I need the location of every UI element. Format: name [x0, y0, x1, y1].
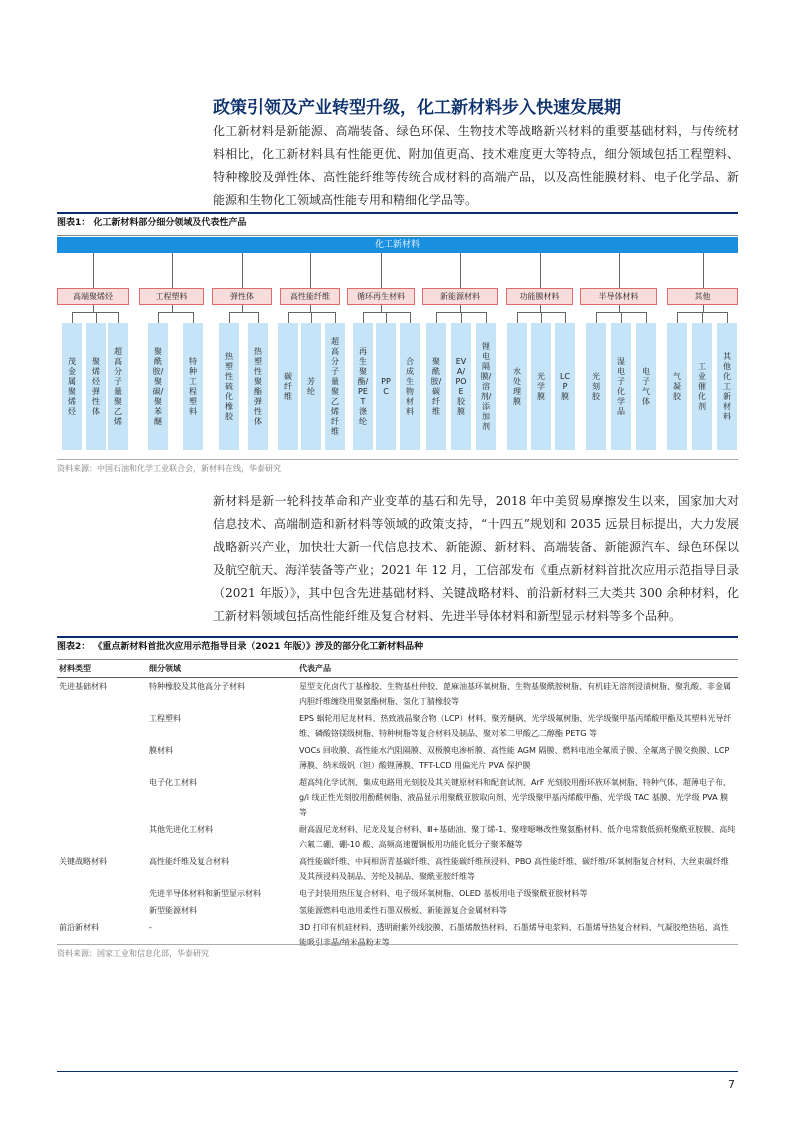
tree-connector — [460, 305, 461, 312]
tree-connector — [118, 312, 119, 323]
category-2: 弹性体 — [212, 288, 272, 305]
figure2-source: 资料来源：国家工业和信息化部，华泰研究 — [57, 944, 738, 959]
table-row — [57, 774, 738, 821]
tree-connector — [288, 312, 336, 313]
tree-connector — [646, 312, 647, 323]
tree-connector — [621, 312, 622, 323]
tree-connector — [158, 312, 194, 313]
tree-connector — [565, 312, 566, 323]
table-row — [57, 710, 738, 742]
tree-connector — [96, 312, 97, 323]
cell-field: - — [149, 923, 152, 932]
product-leaf: LCP膜 — [555, 323, 575, 450]
product-leaf: 热塑性硫化橡胶 — [219, 323, 239, 450]
table-row — [57, 678, 738, 711]
tree-connector — [310, 253, 311, 288]
table-row — [57, 885, 738, 902]
product-leaf: 再生聚酯/PET涤纶 — [353, 323, 373, 450]
cell-type — [57, 742, 147, 774]
tree-connector — [363, 312, 411, 313]
product-leaf: 芳纶 — [301, 323, 321, 450]
tree-connector — [703, 305, 704, 312]
table-row — [57, 902, 738, 919]
tree-connector — [242, 253, 243, 288]
footer-rule — [57, 1071, 738, 1072]
tree-connector — [172, 305, 173, 312]
tree-connector — [381, 253, 382, 288]
table-row — [57, 821, 738, 853]
category-5: 新能源材料 — [422, 288, 498, 305]
product-leaf: 气凝胶 — [667, 323, 687, 450]
tree-connector — [619, 253, 620, 288]
cell-type — [57, 821, 147, 853]
col-header-products: 代表产品 — [297, 661, 738, 678]
category-6: 功能膜材料 — [506, 288, 573, 305]
product-leaf: 特种工程塑料 — [183, 323, 203, 450]
product-leaf: 碳纤维 — [278, 323, 298, 450]
category-3: 高性能纤维 — [280, 288, 340, 305]
tree-connector — [93, 305, 94, 312]
cell-type — [57, 885, 147, 902]
cell-type: 先进基础材料 — [59, 682, 107, 691]
product-leaf: PPC — [376, 323, 396, 450]
cell-field: 特种橡胶及其他高分子材料 — [149, 682, 245, 691]
cell-field: 工程塑料 — [149, 714, 181, 723]
cell-type — [57, 774, 147, 821]
tree-connector — [172, 253, 173, 288]
category-4: 循环再生材料 — [347, 288, 415, 305]
tree-connector — [310, 305, 311, 312]
tree-connector — [541, 312, 542, 323]
tree-connector — [596, 312, 597, 323]
tree-connector — [436, 312, 437, 323]
cell-field: 先进半导体材料和新型显示材料 — [149, 889, 261, 898]
product-leaf: 超高分子量聚乙烯 — [108, 323, 128, 450]
tree-connector — [703, 253, 704, 288]
tree-connector — [460, 253, 461, 288]
product-leaf: 其他化工新材料 — [717, 323, 737, 450]
product-leaf: 聚烯烃弹性体 — [86, 323, 106, 450]
tree-connector — [386, 312, 387, 323]
cell-field: 膜材料 — [149, 746, 173, 755]
cell-products: 超高纯化学试剂、集成电路用光刻胶及其关键原材料和配套试剂、ArF 光刻胶用酚环族环氧树脂、特种气体、超薄电子布、g/i 线正性光刻胶用酚醛树脂、液晶显示用聚酰亚胺取向剂、光学级聚甲基丙烯酸甲酯、光学级 TAC 基膜、光学级 PVA 膜等 — [299, 778, 731, 817]
tree-connector — [72, 312, 73, 323]
tree-connector — [311, 312, 312, 323]
policy-paragraph: 新材料是新一轮科技革命和产业变革的基石和先导，2018 年中美贸易摩擦发生以来，国家加大对信息技术、高端制造和新材料等领域的政策支持，“十四五”规划和 2035 远景目标提出，大力发展战略新兴产业，加快壮大新一代信息技术、新能源、新材料、高端装备、新能源汽车、绿色环保以及航空航天、海洋装备等产业；2021 年 12 月，工信部发布《重点新材料首批次应用示范指导目录（2021 年版）》，其中包含先进基础材料、关键战略材料、前沿新材料三大类共 300 余种材料，化工新材料领域包括高性能纤维及复合材料、先进半导体材料和新型显示材料等多个品种。 — [213, 494, 739, 623]
product-leaf: 合成生物材料 — [400, 323, 420, 450]
product-leaf: 电子气体 — [636, 323, 656, 450]
cell-products: 氢能源燃料电池用柔性石墨双极板、新能源复合金属材料等 — [299, 906, 507, 915]
category-1: 工程塑料 — [139, 288, 204, 305]
tree-connector — [381, 305, 382, 312]
cell-products: 星型支化卤代丁基橡胶、生物基杜仲胶、蓖麻油基环氧树脂、生物基聚酰胺树脂、有机硅无溶剂浸渍树脂、聚乳酸、非金属内胆纤维缠绕用聚氨酯树脂、氢化丁腈橡胶等 — [299, 682, 731, 706]
tree-connector — [229, 312, 259, 313]
category-8: 其他 — [667, 288, 738, 305]
product-leaf: 超高分子量聚乙烯纤维 — [325, 323, 345, 450]
cell-products: 耐高温尼龙材料、尼龙及复合材料、Ⅲ+基础油、聚丁烯-1、聚喹噁啉改性聚氨酯材料、低介电常数低损耗聚酰亚胺膜、高纯六氟二硼、硼-10 酸、高频高速覆铜板用功能化低分子聚苯醚等 — [299, 825, 736, 849]
tree-connector — [93, 253, 94, 288]
tree-connector — [702, 312, 703, 323]
cell-field: 新型能源材料 — [149, 906, 197, 915]
product-leaf: EVA/POE胶膜 — [451, 323, 471, 450]
intro-paragraph: 化工新材料是新能源、高端装备、绿色环保、生物技术等战略新兴材料的重要基础材料，与传统材料相比，化工新材料具有性能更优、附加值更高、技术难度更大等特点，细分领域包括工程塑料、特种橡胶及弹性体、高性能纤维等传统合成材料的高端产品，以及高性能膜材料、电子化学品、新能源和生物化工领域高性能专用和精细化学品等。 — [213, 124, 739, 207]
materials-table — [57, 661, 738, 951]
category-7: 半导体材料 — [580, 288, 657, 305]
tree-connector — [229, 312, 230, 323]
product-leaf: 湿电子化学品 — [611, 323, 631, 450]
col-header-field: 细分领域 — [147, 661, 297, 678]
figure2-header: 图表2： 《重点新材料首批次应用示范指导目录（2021 年版）》涉及的部分化工新材料品种 — [57, 638, 738, 660]
cell-type: 关键战略材料 — [59, 857, 107, 866]
tree-connector — [363, 312, 364, 323]
figure1-header: 图表1： 化工新材料部分细分领域及代表性产品 — [57, 214, 738, 236]
cell-type: 前沿新材料 — [59, 923, 99, 932]
cell-products: 电子封装用热压复合材料、电子级环氧树脂、OLED 基板用电子级聚酰亚胺材料等 — [299, 889, 588, 898]
col-header-type: 材料类型 — [57, 661, 147, 678]
tree-connector — [540, 305, 541, 312]
cell-products: 高性能碳纤维、中间相沥青基碳纤维、高性能碳纤维预浸料、PBO 高性能纤维、碳纤维/环氧树脂复合材料、大丝束碳纤维及其预浸料及制品、芳纶及制品、聚酰亚胺纤维等 — [299, 857, 729, 881]
tree-connector — [158, 312, 159, 323]
product-leaf: 茂金属聚烯烃 — [62, 323, 82, 450]
product-leaf: 水处理膜 — [507, 323, 527, 450]
page-number: 7 — [728, 1078, 735, 1091]
tree-connector — [486, 312, 487, 323]
product-leaf: 热塑性聚酯弹性体 — [248, 323, 268, 450]
product-leaf: 聚酰胺/碳纤维 — [426, 323, 446, 450]
cell-products: VOCs 回收膜、高性能水汽阻隔膜、双极膜电渗析膜、高性能 AGM 隔膜、燃料电池全氟质子膜、全氟离子膜交换膜、LCP 薄膜、纳米级钒（钽）酸锂薄膜、TFT-LCD 用偏光片 PVA 保护膜 — [299, 746, 730, 770]
tree-connector — [258, 312, 259, 323]
product-leaf: 光学膜 — [531, 323, 551, 450]
cell-type — [57, 902, 147, 919]
tree-root: 化工新材料 — [57, 237, 738, 253]
product-leaf: 锂电隔膜/溶剂/添加剂 — [476, 323, 496, 450]
tree-connector — [288, 312, 289, 323]
tree-connector — [540, 253, 541, 288]
tree-connector — [619, 305, 620, 312]
tree-connector — [517, 312, 518, 323]
tree-connector — [242, 305, 243, 312]
tree-connector — [410, 312, 411, 323]
tree-connector — [335, 312, 336, 323]
tree-connector — [677, 312, 678, 323]
category-0: 高端聚烯烃 — [57, 288, 129, 305]
cell-field: 电子化工材料 — [149, 778, 197, 787]
cell-field: 其他先进化工材料 — [149, 825, 213, 834]
tree-connector — [461, 312, 462, 323]
cell-field: 高性能纤维及复合材料 — [149, 857, 229, 866]
table-row — [57, 853, 738, 885]
cell-type — [57, 710, 147, 742]
section-title: 政策引领及产业转型升级，化工新材料步入快速发展期 — [213, 98, 621, 118]
tree-connector — [193, 312, 194, 323]
table-row — [57, 742, 738, 774]
cell-products: EPS 蜗轮用尼龙材料、热致液晶聚合物（LCP）材料、聚芳醚砜、光学级氟树脂、光学级聚甲基丙烯酸甲酯及其塑料光导纤维、磷酸铬镁级树脂、特种树脂等复合材料及制品、聚对苯二甲酸乙二醇酯 PETG 等 — [299, 714, 732, 738]
product-leaf: 聚酰胺/聚碳/聚苯醚 — [148, 323, 168, 450]
tree-connector — [727, 312, 728, 323]
product-leaf: 工业催化剂 — [692, 323, 712, 450]
figure1-source: 资料来源：中国石油和化学工业联合会，新材料在线，华泰研究 — [57, 459, 738, 474]
cell-products: 3D 打印有机硅材料、透明耐紫外线胶膜、石墨烯散热材料、石墨烯导电浆料、石墨烯导热复合材料、气凝胶绝热毡、高性能吸引非晶/纳米晶粉末等 — [299, 923, 729, 947]
product-leaf: 光刻胶 — [586, 323, 606, 450]
